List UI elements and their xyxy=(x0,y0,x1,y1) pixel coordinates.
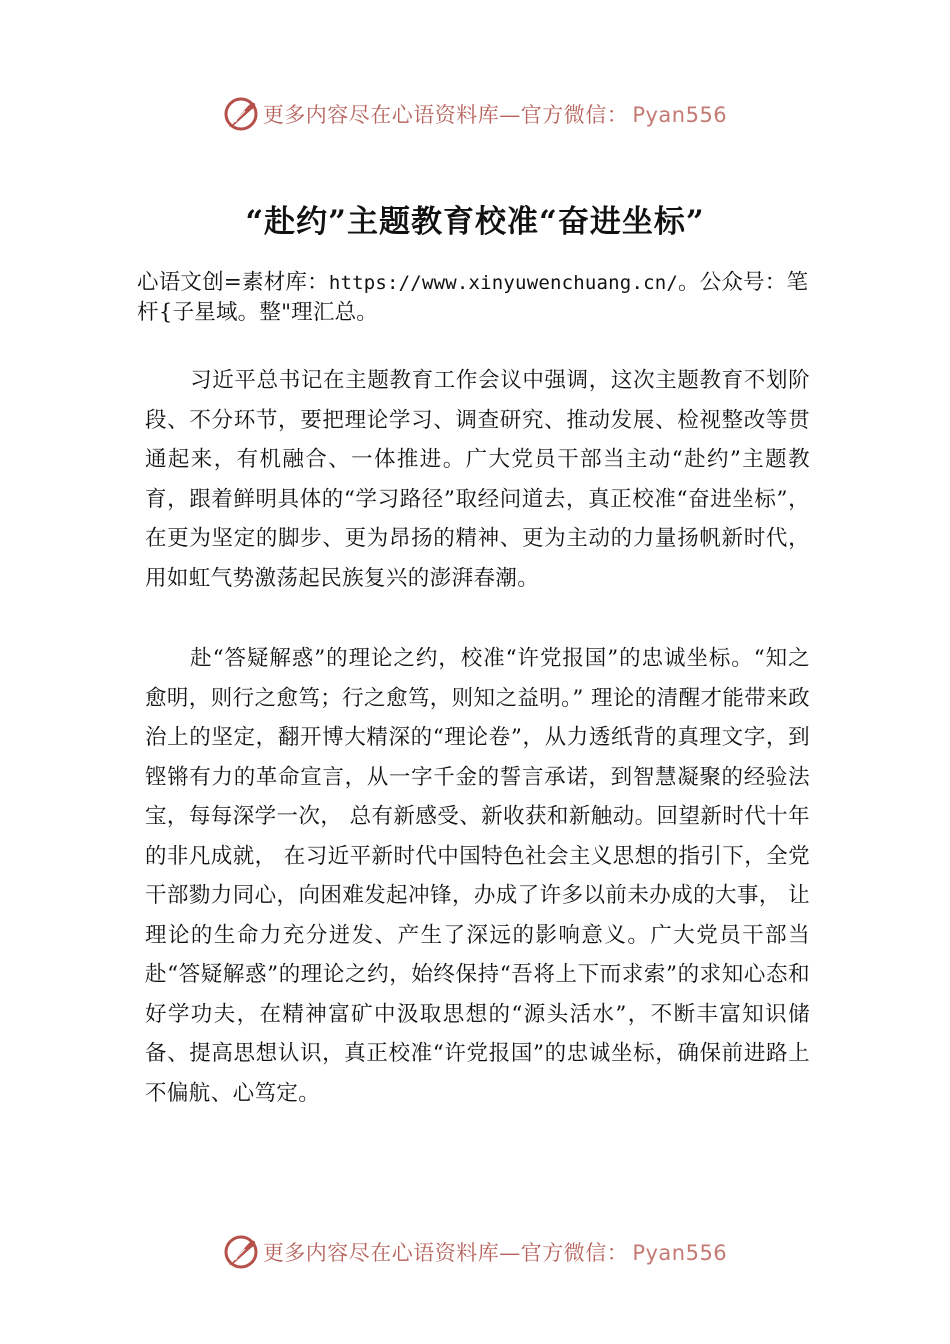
quill-pen-logo-icon xyxy=(223,1234,259,1270)
page-title: “赴约”主题教育校准“奋进坐标” xyxy=(245,204,705,240)
wechat-id: Pyan556 xyxy=(632,1241,728,1265)
body-paragraph-2: 赴“答疑解惑”的理论之约，校准“许党报国”的忠诚坐标。“知之愈明，则行之愈笃；行之愈笃，则知之益明。” 理论的清醒才能带来政治上的坚定，翻开博大精深的“理论卷”，从力透纸背的真理文字，到铿锵有力的革命宣言，从一字千金的誓言承诺，到智慧凝聚的经验法宝，每每深学一次， 总有新感受、新收获和新触动。回望新时代十年的非凡成就， 在习近平新时代中国特色社会主义思想的指引下，全党干部勠力同心，向困难发起冲锋，办成了许多以前未办成的大事， 让理论的生命力充分迸发、产生了深远的影响意义。广大党员干部当赴“答疑解惑”的理论之约，始终保持“吾将上下而求索”的求知心态和好学功夫，在精神富矿中汲取思想的“源头活水”，不断丰富知识储备、提高思想认识，真正校准“许党报国”的忠诚坐标，确保前进路上不偏航、心笃定。 xyxy=(145,646,810,1106)
source-prefix: 心语文创=素材库： xyxy=(137,270,329,295)
header-banner xyxy=(0,92,950,136)
quill-pen-logo-icon xyxy=(223,96,259,132)
banner-text: 更多内容尽在心语资料库—官方微信： Pyan556 xyxy=(262,103,728,127)
source-url: https://www.xinyuwenchuang.cn/ xyxy=(328,272,678,294)
banner-text: 更多内容尽在心语资料库—官方微信： Pyan556 xyxy=(262,1241,728,1265)
source-suffix: 。公众号：笔杆{子星域。整"理汇总。 xyxy=(137,270,809,325)
source-line xyxy=(137,268,817,328)
body-paragraph-1: 习近平总书记在主题教育工作会议中强调，这次主题教育不划阶段、不分环节，要把理论学习、调查研究、推动发展、检视整改等贯通起来，有机融合、一体推进。广大党员干部当主动“赴约”主题教育，跟着鲜明具体的“学习路径”取经问道去，真正校准“奋进坐标”，在更为坚定的脚步、更为昂扬的精神、更为主动的力量扬帆新时代，用如虹气势激荡起民族复兴的澎湃春潮。 xyxy=(145,368,810,591)
wechat-id: Pyan556 xyxy=(632,103,728,127)
footer-banner xyxy=(0,1230,950,1274)
